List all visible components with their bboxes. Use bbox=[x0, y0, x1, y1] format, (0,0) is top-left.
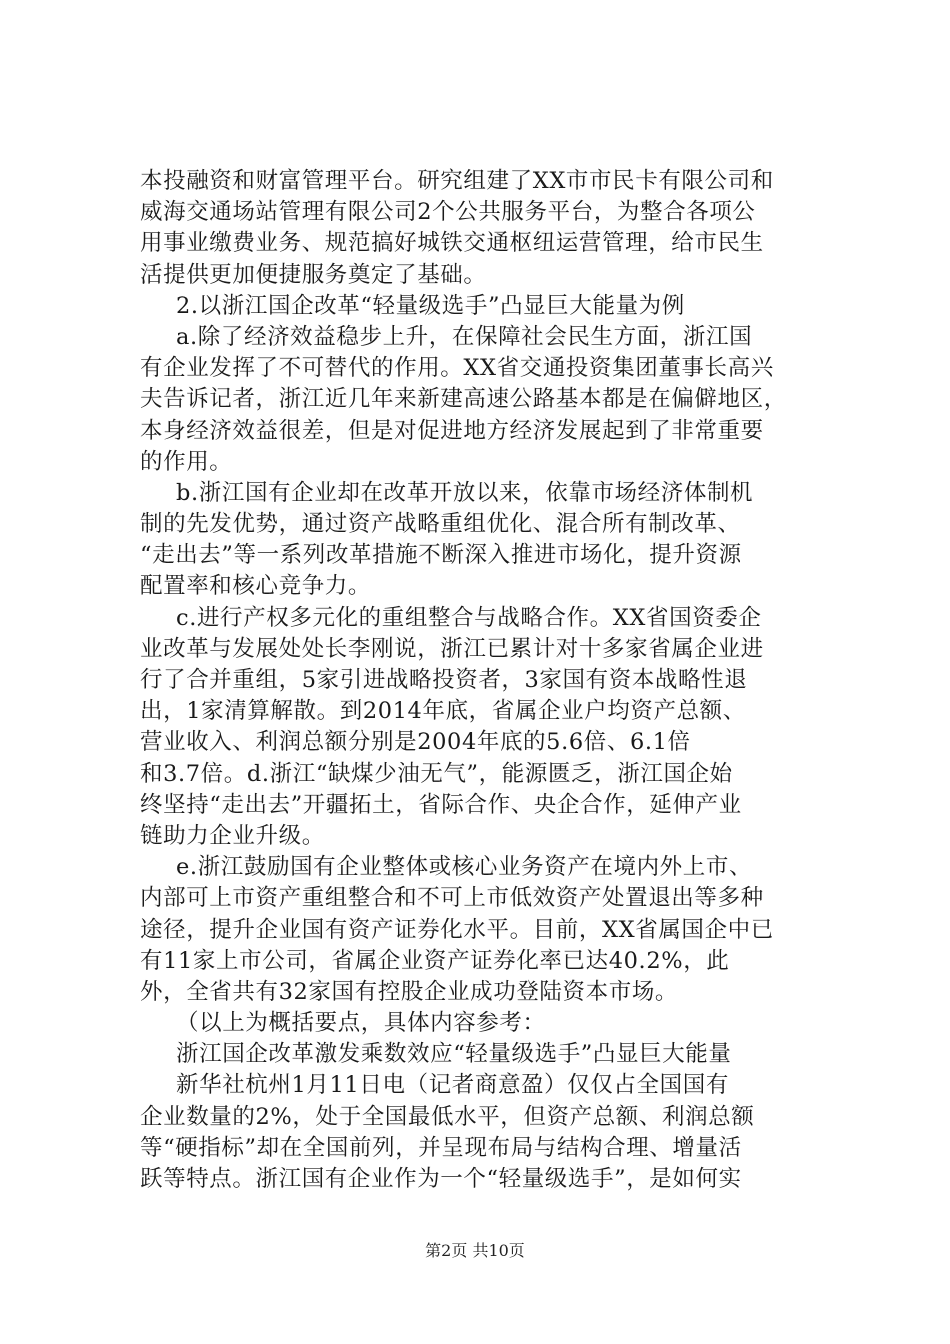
text-line: 本投融资和财富管理平台。研究组建了XX市市民卡有限公司和 bbox=[140, 168, 774, 194]
text-line: 制的先发优势，通过资产战略重组优化、混合所有制改革、 bbox=[140, 511, 741, 538]
text-line: 夫告诉记者，浙江近几年来新建高速公路基本都是在偏僻地区， bbox=[140, 386, 787, 413]
text-line: 新华社杭州1月11日电（记者商意盈）仅仅占全国国有 bbox=[176, 1072, 729, 1099]
text-line: c.进行产权多元化的重组整合与战略合作。XX省国资委企 bbox=[176, 604, 762, 631]
text-line: “走出去”等一系列改革措施不断深入推进市场化，提升资源 bbox=[140, 542, 742, 569]
text-line: 企业数量的2%，处于全国最低水平，但资产总额、利润总额 bbox=[140, 1103, 755, 1130]
text-line: 有11家上市公司，省属企业资产证券化率已达40.2%，此 bbox=[140, 947, 730, 974]
text-line: 外，全省共有32家国有控股企业成功登陆资本市场。 bbox=[140, 978, 679, 1005]
text-line: 等“硬指标”却在全国前列，并呈现布局与结构合理、增量活 bbox=[140, 1134, 742, 1161]
page-footer: 第2页 共10页 bbox=[425, 1241, 525, 1260]
text-line: e.浙江鼓励国有企业整体或核心业务资产在境内外上市、 bbox=[176, 854, 753, 881]
text-line: 行了合并重组，5家引进战略投资者，3家国有资本战略性退 bbox=[140, 667, 748, 693]
text-line: 和3.7倍。d.浙江“缺煤少油无气”，能源匮乏，浙江国企始 bbox=[140, 760, 733, 787]
text-line: 内部可上市资产重组整合和不可上市低效资产处置退出等多种 bbox=[140, 885, 764, 912]
text-line: 业改革与发展处处长李刚说，浙江已累计对十多家省属企业进 bbox=[140, 635, 764, 662]
text-line: 链助力企业升级。 bbox=[140, 822, 325, 849]
text-line: 用事业缴费业务、规范搞好城铁交通枢纽运营管理，给市民生 bbox=[140, 230, 764, 257]
text-line: 途径，提升企业国有资产证券化水平。目前，XX省属国企中已 bbox=[140, 916, 774, 943]
text-line: 2.以浙江国企改革“轻量级选手”凸显巨大能量为例 bbox=[176, 292, 685, 319]
text-line: 跃等特点。浙江国有企业作为一个“轻量级选手”，是如何实 bbox=[140, 1166, 742, 1192]
text-line: b.浙江国有企业却在改革开放以来，依靠市场经济体制机 bbox=[176, 479, 754, 506]
text-line: a.除了经济效益稳步上升，在保障社会民生方面，浙江国 bbox=[176, 323, 753, 350]
text-line: 的作用。 bbox=[140, 448, 233, 475]
text-line: 活提供更加便捷服务奠定了基础。 bbox=[140, 261, 487, 288]
text-line: 出，1家清算解散。到2014年底，省属企业户均资产总额、 bbox=[140, 698, 746, 725]
text-line: 有企业发挥了不可替代的作用。XX省交通投资集团董事长高兴 bbox=[140, 355, 774, 382]
text-line: 终坚持“走出去”开疆拓土，省际合作、央企合作，延伸产业 bbox=[140, 791, 742, 818]
document-body bbox=[140, 166, 840, 1195]
text-line: 本身经济效益很差，但是对促进地方经济发展起到了非常重要 bbox=[140, 417, 764, 444]
text-line: 浙江国企改革激发乘数效应“轻量级选手”凸显巨大能量 bbox=[176, 1041, 732, 1068]
text-line: 威海交通场站管理有限公司2个公共服务平台，为整合各项公 bbox=[140, 199, 756, 226]
text-line: 营业收入、利润总额分别是2004年底的5.6倍、6.1倍 bbox=[140, 729, 691, 756]
text-line: （以上为概括要点，具体内容参考： bbox=[176, 1010, 546, 1037]
text-line: 配置率和核心竞争力。 bbox=[140, 573, 372, 600]
